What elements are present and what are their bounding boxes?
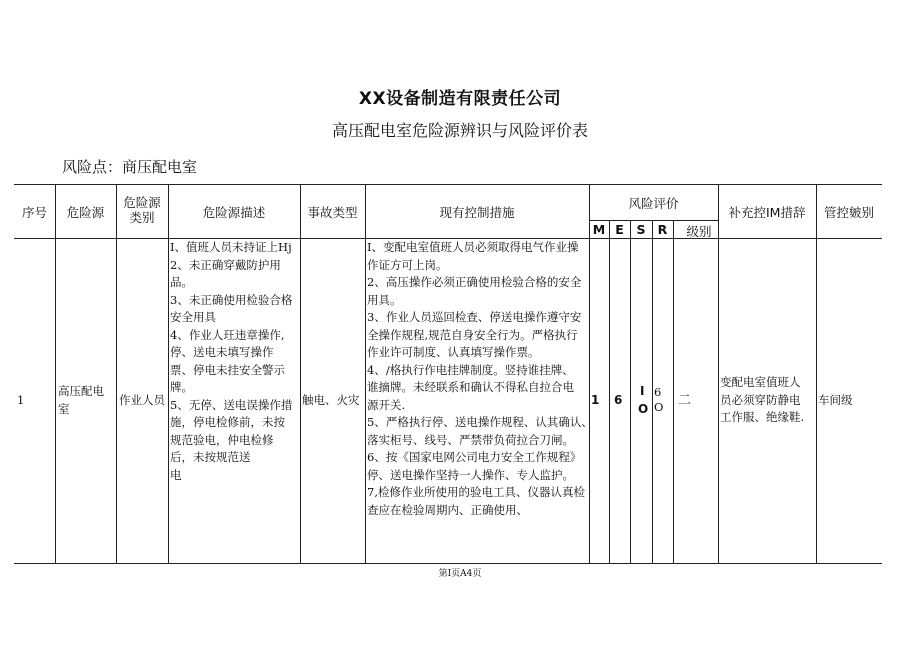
header-description: 危险源描述 [202,205,266,220]
col-divider [55,184,56,563]
cell-category: 作业人员 [119,393,165,407]
controls-line: I、变配电室值班人员必须取得电气作业操 [367,240,579,254]
cell-eval-level: 二 [678,393,692,408]
header-control-level: 管控皴别 [823,205,874,220]
controls-line: 3、作业人员巡回检查、停送电操作遵守安 [367,310,582,324]
description-line: 品。 [170,275,193,289]
col-divider [609,220,610,563]
cell-eval-e: 6 [614,393,623,407]
controls-line: 全操作规程,规范自身安全行为。严格执行 [367,327,578,342]
company-name: XX设备制造有限责任公司 [358,89,562,109]
table-bottom-border [14,563,882,564]
cell-eval-s-top: I [640,384,645,398]
col-divider [816,184,817,563]
cell-index: 1 [17,393,25,407]
header-eval-m: M [592,222,606,237]
supplement-line: 员必须穿防静电 [720,392,801,407]
controls-line: 停、送电操作坚持一人操作、专人监护。 [367,467,574,482]
header-category: 危险源类别 [123,195,161,225]
cell-hazard: 高压配电室 [58,384,104,416]
controls-line: 7,检修作业所使用的验电工具、仪器认真检 [367,485,585,499]
cell-description [170,239,292,484]
controls-line: 4、/格执行作电挂牌制度。竖持谁挂牌、 [367,362,574,377]
col-divider [116,184,117,563]
header-index: 序号 [21,205,47,220]
description-line: 安全用具 [170,310,216,324]
col-divider [718,184,719,563]
col-divider [652,220,653,563]
description-line: 2、未正确穿戴防护用 [170,257,281,272]
description-line: 3、未正确使用检验合格 [170,292,293,307]
controls-line: 谁摘牌。未经联系和确认不得私自拉合电 [367,380,574,394]
description-line: 停、送电未填写操作 [170,345,274,359]
header-eval-level: 级别 [686,224,712,239]
cell-supplement [720,374,804,427]
controls-line: 5、严格执行停、送电操作规程、认其确认、 [367,415,593,429]
header-controls: 现有控制措施 [439,205,515,220]
cell-eval-s-bottom: O [638,402,649,416]
description-line: I、值班人员未持证上Hj [170,240,292,254]
description-line: 票、停电未挂安全警示 [170,362,285,377]
col-divider [673,220,674,563]
description-line: 4、作业人玨违章操作, [170,327,285,342]
description-line: 牌。 [170,380,193,394]
col-divider [168,184,169,563]
header-hazard: 危险源 [66,205,105,220]
cell-eval-r-top: 6 [654,385,662,399]
description-line: 后，未按规范送 [170,450,251,464]
controls-line: 6、按《国家电网公司电力安全工作规程》 [367,450,582,464]
table-top-border [14,184,882,185]
controls-line: 用具。 [367,292,402,307]
cell-eval-r-bottom: O [654,400,664,414]
header-eval-e: E [615,222,624,237]
controls-line: 查应在检验周期内、正确使用、 [367,502,528,517]
document-title: 高压配电室危险源辨识与风险评价表 [331,121,588,140]
header-eval-s: S [636,222,646,237]
page-footer: 第I页A4页 [438,569,482,579]
risk-point-label: 风险点：商压配电室 [62,158,198,176]
cell-control-level: 车间级 [818,393,853,407]
supplement-line: 工作服、绝缘鞋. [720,410,805,424]
header-eval-r: R [657,222,668,237]
description-line: 电 [170,467,182,482]
controls-line: 落实柜号、线号、严禁带负荷拉合刀闸。 [367,432,574,447]
header-evaluation: 风险评价 [628,196,679,211]
col-divider [365,184,366,563]
cell-eval-m: 1 [591,393,600,407]
header-accident: 事故类型 [307,205,358,220]
controls-line: 作业许可制度、认真填写操作票。 [367,345,540,359]
cell-accident: 触电、火灾 [302,393,360,407]
description-line: 5、无停、送电误操作措 [170,397,293,412]
controls-line: 源开关. [367,397,406,412]
description-line: 施，停电检修前，未按 [170,415,285,429]
description-line: 规范验电，仲电检修 [170,432,274,447]
controls-line: 2、高压操作必须正确使用检验合格的安全 [367,275,582,289]
col-divider [630,220,631,563]
supplement-line: 变配电室值班人 [720,375,801,389]
col-divider [300,184,301,563]
cell-controls [367,239,593,519]
controls-line: 作证方可上岗。 [367,257,448,272]
header-supplement: 补充控IM措辞 [728,205,806,220]
